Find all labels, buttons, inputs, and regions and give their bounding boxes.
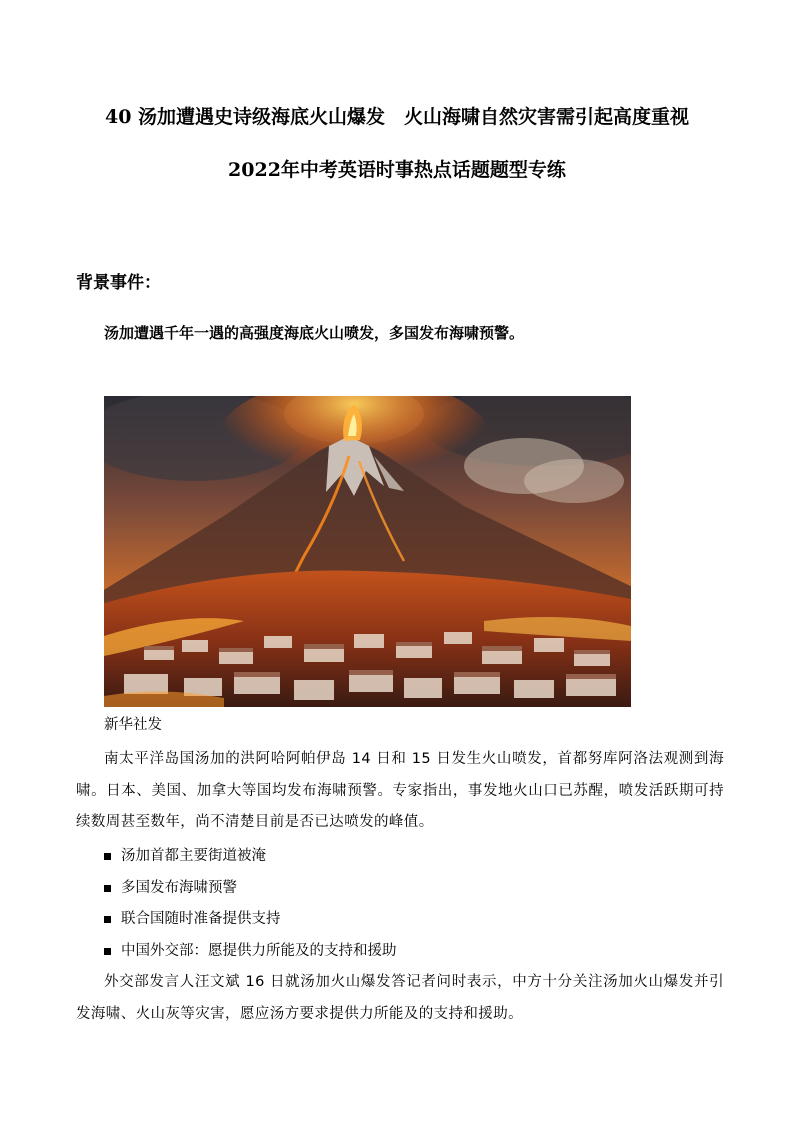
list-item — [104, 904, 397, 936]
photo-source-credit: 新华社发 — [104, 717, 162, 733]
volcano-eruption-photo — [104, 396, 631, 707]
square-bullet-icon — [104, 948, 111, 955]
list-item-text: 联合国随时准备提供支持 — [121, 911, 281, 927]
document-title-line-2: 2022年中考英语时事热点话题题型专练 — [228, 159, 566, 181]
section-heading: 背景事件： — [76, 273, 161, 293]
list-item — [104, 936, 397, 968]
list-item-text: 中国外交部：愿提供力所能及的支持和援助 — [121, 942, 397, 959]
body-paragraph-2: 外交部发言人汪文斌 16 日就汤加火山爆发答记者问时表示，中方十分关注汤加火山爆发并引发海啸、火山灰等灾害，愿应汤方要求提供力所能及的支持和援助。 — [76, 974, 724, 1022]
list-item-text: 多国发布海啸预警 — [121, 879, 237, 896]
body-paragraph-1: 南太平洋岛国汤加的洪阿哈阿帕伊岛 14 日和 15 日发生火山喷发，首都努库阿洛法观测到海啸。日本、美国、加拿大等国均发布海啸预警。专家指出，事发地火山口已苏醒，喷发活跃期可持续数周甚至数年，尚不清楚目前是否已达喷发的峰值。 — [76, 751, 724, 830]
bullet-list — [104, 841, 397, 967]
list-item — [104, 841, 397, 873]
document-title-line-1: 40 汤加遭遇史诗级海底火山爆发 火山海啸自然灾害需引起高度重视 — [104, 106, 690, 128]
square-bullet-icon — [104, 916, 111, 923]
event-summary: 汤加遭遇千年一遇的高强度海底火山喷发，多国发布海啸预警。 — [104, 324, 525, 342]
square-bullet-icon — [104, 885, 111, 892]
list-item-text: 汤加首都主要街道被淹 — [121, 848, 266, 864]
square-bullet-icon — [104, 853, 111, 860]
list-item — [104, 873, 397, 905]
